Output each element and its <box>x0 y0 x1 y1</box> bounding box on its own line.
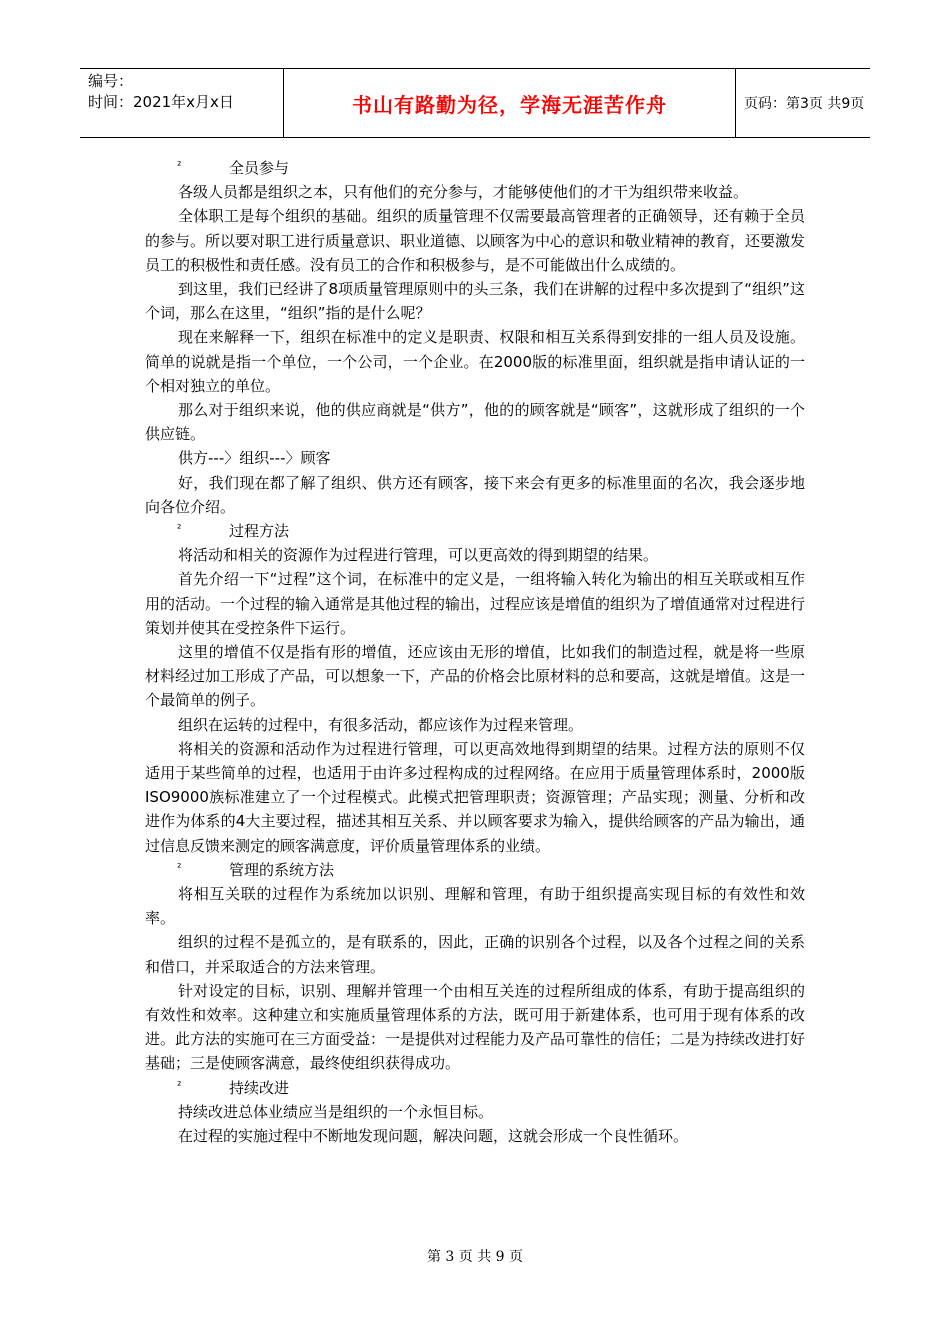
section-heading <box>145 858 805 882</box>
paragraph: 现在来解释一下，组织在标准中的定义是职责、权限和相互关系得到安排的一组人员及设施。简单的说就是指一个单位，一个公司，一个企业。在2000版的标准里面，组织就是指申请认证的一个相对独立的单位。 <box>145 328 805 395</box>
header-motto: 书山有路勤为径，学海无涯苦作舟 <box>352 92 667 117</box>
paragraph: 将相互关联的过程作为系统加以识别、理解和管理，有助于组织提高实现目标的有效性和效率。 <box>145 885 805 928</box>
paragraph: 供方---〉组织---〉顾客 <box>178 449 331 468</box>
header-meta <box>80 69 284 137</box>
bullet-marker: ² <box>177 860 182 874</box>
section-heading-text: 全员参与 <box>229 159 290 177</box>
header-page-cell <box>736 69 870 137</box>
section-heading <box>145 519 805 543</box>
header-motto-cell <box>284 69 736 137</box>
paragraph: 好，我们现在都了解了组织、供方还有顾客，接下来会有更多的标准里面的名次，我会逐步地向各位介绍。 <box>145 473 805 516</box>
paragraph: 组织在运转的过程中，有很多活动，都应该作为过程来管理。 <box>178 715 584 734</box>
document-date-label: 时间：2021年x月x日 <box>88 93 234 111</box>
paragraph: 到这里，我们已经讲了8项质量管理原则中的头三条，我们在讲解的过程中多次提到了“组织”这个词，那么在这里，“组织”指的是什么呢？ <box>145 280 805 323</box>
bullet-marker: ² <box>177 1078 182 1092</box>
paragraph: 全体职工是每个组织的基础。组织的质量管理不仅需要最高管理者的正确领导，还有赖于全员的参与。所以要对职工进行质量意识、职业道德、以顾客为中心的意识和敬业精神的教育，还要激发员工的积极性和责任感。没有员工的合作和积极参与，是不可能做出什么成绩的。 <box>145 207 806 274</box>
section-heading <box>145 156 805 180</box>
paragraph: 组织的过程不是孤立的，是有联系的，因此，正确的识别各个过程，以及各个过程之间的关系和借口，并采取适合的方法来管理。 <box>145 933 805 976</box>
paragraph: 首先介绍一下“过程”这个词，在标准中的定义是，一组将输入转化为输出的相互关联或相互作用的活动。一个过程的输入通常是其他过程的输出，过程应该是增值的组织为了增值通常对过程进行策划并使其在受控条件下运行。 <box>145 570 806 637</box>
bullet-marker: ² <box>177 159 182 172</box>
paragraph: 那么对于组织来说，他的供应商就是“供方”，他的的顾客就是“顾客”，这就形成了组织的一个供应链。 <box>145 401 805 444</box>
section-heading <box>145 1076 805 1100</box>
bullet-marker: ² <box>177 522 182 536</box>
page-footer: 第 3 页 共 9 页 <box>426 1249 524 1265</box>
paragraph: 将活动和相关的资源作为过程进行管理，可以更高效的得到期望的结果。 <box>178 546 659 565</box>
document-number-label: 编号： <box>88 72 134 90</box>
section-heading-text: 管理的系统方法 <box>229 860 335 879</box>
document-body <box>145 156 805 1148</box>
paragraph: 针对设定的目标，识别、理解并管理一个由相互关连的过程所组成的体系，有助于提高组织的有效性和效率。这种建立和实施质量管理体系的方法，既可用于新建体系，也可用于现有体系的改进。此方法的实施可在三方面受益：一是提供对过程能力及产品可靠性的信任；二是为持续改进打好基础；三是使顾客满意，最终使组织获得成功。 <box>145 981 806 1073</box>
paragraph: 持续改进总体业绩应当是组织的一个永恒目标。 <box>178 1102 494 1121</box>
paragraph: 在过程的实施过程中不断地发现问题，解决问题，这就会形成一个良性循环。 <box>178 1127 689 1146</box>
header-page-number: 页码：第3页 共9页 <box>744 96 865 112</box>
section-heading-text: 持续改进 <box>229 1078 290 1097</box>
paragraph: 这里的增值不仅是指有形的增值，还应该由无形的增值，比如我们的制造过程，就是将一些原材料经过加工形成了产品，可以想象一下，产品的价格会比原材料的总和要高，这就是增值。这是一个最简单的例子。 <box>145 643 806 710</box>
section-heading-text: 过程方法 <box>229 522 290 541</box>
paragraph: 各级人员都是组织之本，只有他们的充分参与，才能够使他们的才干为组织带来收益。 <box>178 183 749 202</box>
page-header <box>80 68 870 138</box>
paragraph: 将相关的资源和活动作为过程进行管理，可以更高效地得到期望的结果。过程方法的原则不仅适用于某些简单的过程，也适用于由许多过程构成的过程网络。在应用于质量管理体系时，2000版ISO9000族标准建立了一个过程模式。此模式把管理职责；资源管理；产品实现；测量、分析和改进作为体系的4大主要过程，描述其相互关系、并以顾客要求为输入，提供给顾客的产品为输出，通过信息反馈来测定的顾客满意度，评价质量管理体系的业绩。 <box>145 739 805 855</box>
